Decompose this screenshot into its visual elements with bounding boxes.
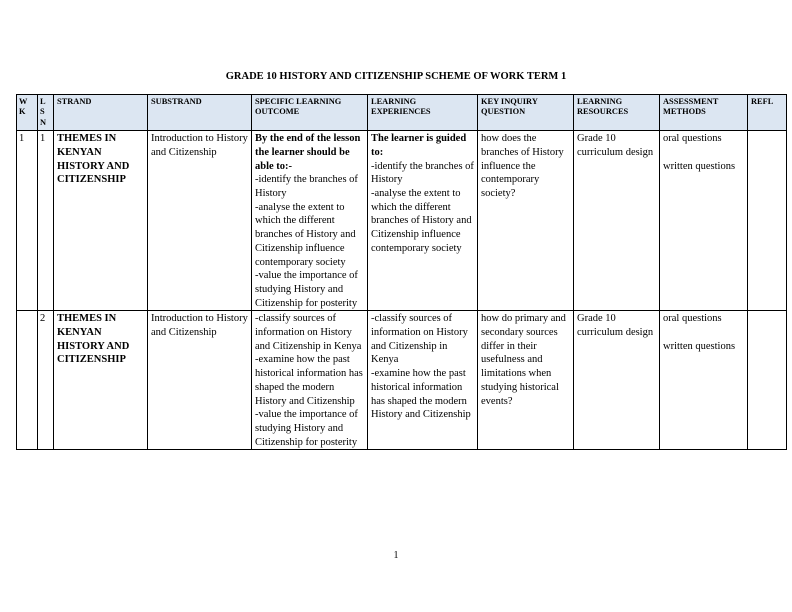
table-row <box>17 131 787 311</box>
scheme-of-work-table <box>16 94 787 450</box>
lesson-cell: 2 <box>38 311 54 450</box>
assessment-method-oral: oral questions <box>663 313 722 325</box>
lesson-cell: 1 <box>38 131 54 311</box>
assessment-method-written: written questions <box>663 160 736 172</box>
key-question-cell: how does the branches of History influence the contemporary society? <box>478 131 574 311</box>
header-learning-resources: LEARNING RESOURCES <box>574 95 660 131</box>
header-learning-experiences: LEARNING EXPERIENCES <box>368 95 478 131</box>
slo-cell <box>252 311 368 450</box>
table-row <box>17 311 787 450</box>
strand-cell: THEMES IN KENYAN HISTORY AND CITIZENSHIP <box>54 131 148 311</box>
reflection-cell <box>748 311 787 450</box>
header-lesson: L S N <box>38 95 54 131</box>
header-reflection: REFL <box>748 95 787 131</box>
week-cell <box>17 311 38 450</box>
page-number: 1 <box>393 550 399 561</box>
header-assessment-methods: ASSESSMENT METHODS <box>660 95 748 131</box>
resources-cell: Grade 10 curriculum design <box>574 311 660 450</box>
strand-cell: THEMES IN KENYAN HISTORY AND CITIZENSHIP <box>54 311 148 450</box>
experiences-text: -classify sources of information on History and Citizenship in Kenya -examine how the past historical information has shaped the modern History and Citizenship <box>371 313 471 421</box>
reflection-cell <box>748 131 787 311</box>
table-header-row <box>17 95 787 131</box>
resources-cell: Grade 10 curriculum design <box>574 131 660 311</box>
experiences-heading: The learner is guided to: <box>371 133 467 158</box>
assessment-cell <box>660 131 748 311</box>
experiences-cell <box>368 131 478 311</box>
header-specific-learning-outcome: SPECIFIC LEARNING OUTCOME <box>252 95 368 131</box>
week-cell: 1 <box>17 131 38 311</box>
slo-heading: By the end of the lesson the learner should be able to:- <box>255 133 361 172</box>
slo-cell <box>252 131 368 311</box>
document-title: GRADE 10 HISTORY AND CITIZENSHIP SCHEME OF WORK TERM 1 <box>225 71 567 82</box>
header-strand: STRAND <box>54 95 148 131</box>
header-key-inquiry-question: KEY INQUIRY QUESTION <box>478 95 574 131</box>
slo-text: -classify sources of information on History and Citizenship in Kenya -examine how the past historical information has shaped the modern History and Citizenship -value the importance of studying History and Citizenship for posterity <box>255 313 363 448</box>
slo-text: -identify the branches of History -analyse the extent to which the different branches of History and Citizenship influence contemporary society -value the importance of studying History and Citizenship for posterity <box>255 174 358 309</box>
assessment-cell <box>660 311 748 450</box>
assessment-method-written: written questions <box>663 340 736 352</box>
header-week: W K <box>17 95 38 131</box>
key-question-cell: how do primary and secondary sources differ in their usefulness and limitations when studying historical events? <box>478 311 574 450</box>
substrand-cell: Introduction to History and Citizenship <box>148 311 252 450</box>
substrand-cell: Introduction to History and Citizenship <box>148 131 252 311</box>
experiences-cell <box>368 311 478 450</box>
assessment-method-oral: oral questions <box>663 133 722 145</box>
experiences-text: -identify the branches of History -analyse the extent to which the different branches of History and Citizenship influence contemporary society <box>371 160 474 254</box>
header-substrand: SUBSTRAND <box>148 95 252 131</box>
